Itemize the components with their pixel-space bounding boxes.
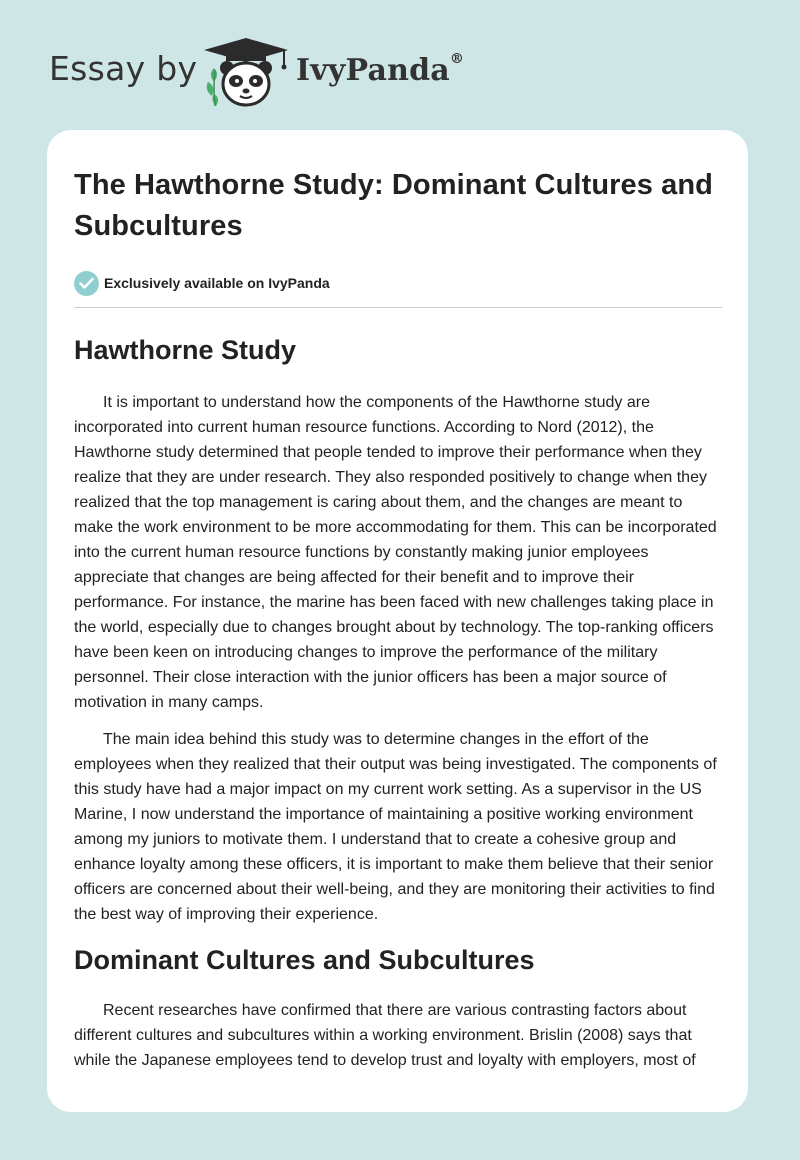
check-circle-icon <box>74 271 99 296</box>
section-heading: Hawthorne Study <box>74 335 297 365</box>
page-title: The Hawthorne Study: Dominant Cultures and Subcultures <box>74 169 713 242</box>
essay-card <box>47 130 748 1112</box>
exclusive-badge <box>74 269 724 297</box>
paragraph: The main idea behind this study was to determine changes in the effort of the employees when they realized that their output was being investigated. The components of this study have had a major impact on my current work setting. As a supervisor in the US Marine, I now understand the importance of maintaining a positive working environment among my juniors to motivate them. I understand that to create a cohesive group and enhance loyalty among these officers, it is important to make them believe that their senior officers are concerned about their well-being, and they are monitoring their activities to find the best way of improving their experience. <box>74 731 717 923</box>
essay-content <box>74 165 724 1073</box>
site-header <box>0 0 800 120</box>
paragraph: It is important to understand how the components of the Hawthorne study are incorporated into current human resource functions. According to Nord (2012), the Hawthorne study determined that people tended to improve their performance when they realize that they are under research. They also responded positively to change when they realized that the top management is caring about them, and the changes are meant to make the work environment to be more accommodating for them. This can be incorporated into the current human resource functions by constantly making junior employees appreciate that changes are being affected for their benefit and to improve their performance. For instance, the marine has been faced with new challenges taking place in the world, especially due to changes brought about by technology. The top-ranking officers have been keen on introducing changes to improve the performance of the military personnel. Their close interaction with the junior officers has been a major source of motivation in many camps. <box>74 394 717 711</box>
ivypanda-logo-icon[interactable] <box>200 36 292 108</box>
brand-name-text: IvyPanda <box>296 53 450 88</box>
essay-by-label: Essay by <box>49 49 198 88</box>
brand-name[interactable] <box>296 53 464 88</box>
exclusive-label: Exclusively available on IvyPanda <box>104 275 330 291</box>
paragraph: Recent researches have confirmed that there are various contrasting factors about different cultures and subcultures within a working environment. Brislin (2008) says that while the Japanese employees tend to develop trust and loyalty with employers, most of <box>74 1002 696 1069</box>
divider <box>74 307 722 308</box>
registered-mark: ® <box>449 51 465 67</box>
section-heading: Dominant Cultures and Subcultures <box>74 945 535 975</box>
